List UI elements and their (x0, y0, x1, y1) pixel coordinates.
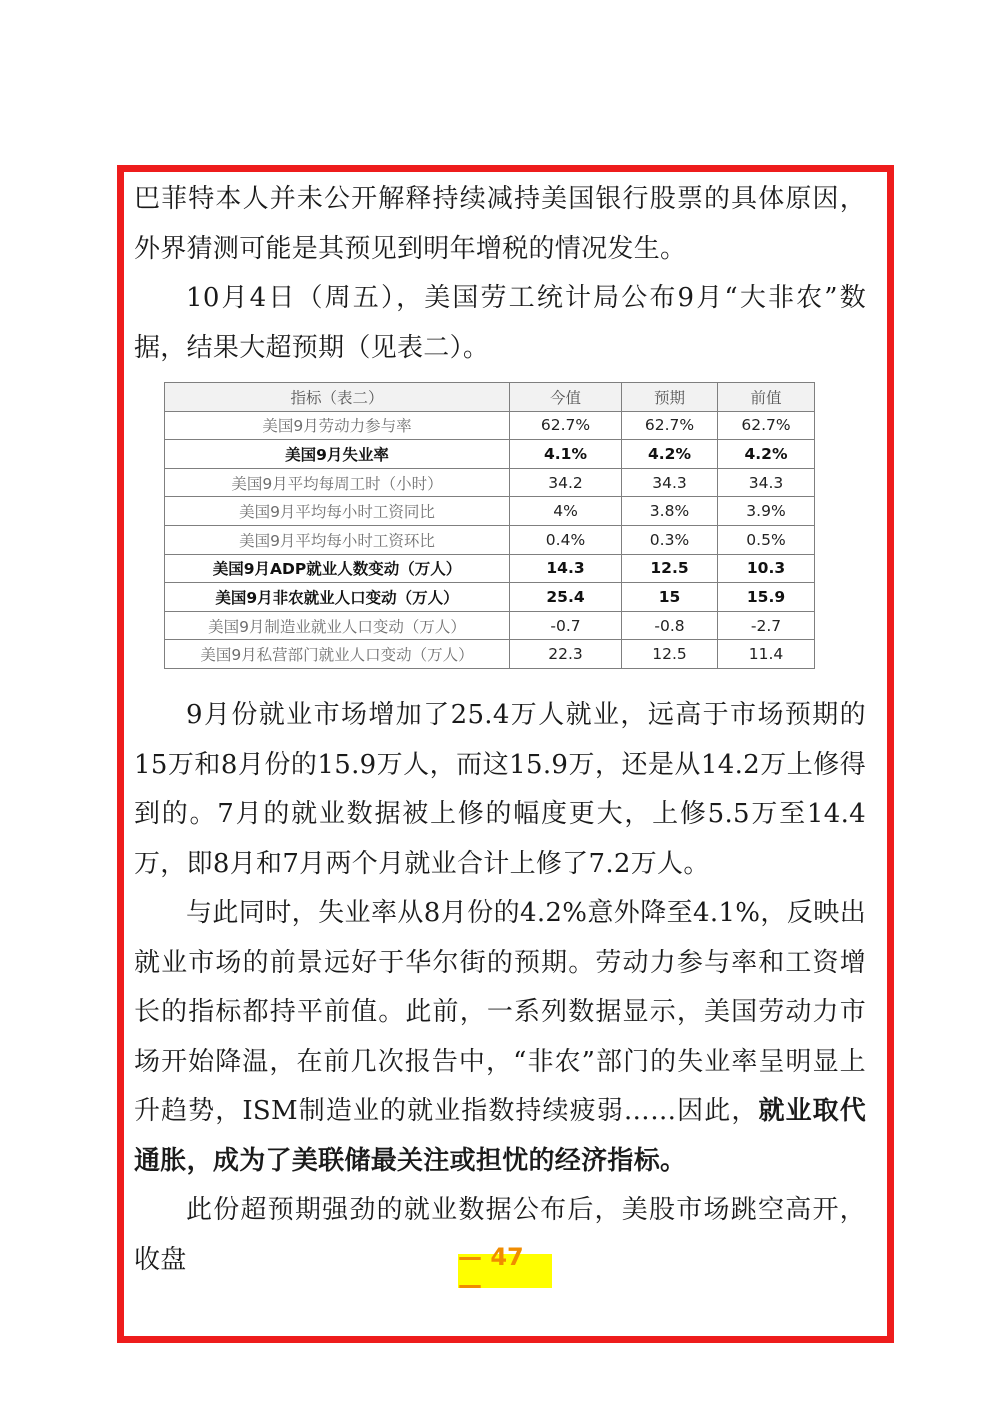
row-label: 美国9月制造业就业人口变动（万人） (165, 611, 510, 640)
paragraph-3: 9月份就业市场增加了25.4万人就业，远高于市场预期的15万和8月份的15.9万人，而这15.9万，还是从14.2万上修得到的。7月的就业数据被上修的幅度更大，上修5.5万至14.4万，即8月和7月两个月就业合计上修了7.2万人。 (134, 700, 866, 879)
paragraph-4 (134, 889, 866, 1186)
row-previous: 0.5% (718, 525, 815, 554)
row-label: 美国9月平均每周工时（小时） (165, 468, 510, 497)
row-previous: 15.9 (718, 583, 815, 612)
table-row (165, 611, 815, 640)
paragraph-4-emphasis: 就业取代通胀，成为了美联储最关注或担忧的经济指标。 (134, 1096, 866, 1176)
table-header-row (165, 383, 815, 412)
row-current: 22.3 (510, 640, 622, 669)
article-body (134, 175, 866, 1285)
paragraph-5: 此份超预期强劲的就业数据公布后，美股市场跳空高开，收盘 (134, 1195, 866, 1275)
employment-data-table (164, 382, 815, 669)
table-row (165, 497, 815, 526)
table-row (165, 440, 815, 469)
row-current: 4.1% (510, 440, 622, 469)
row-label: 美国9月ADP就业人数变动（万人） (165, 554, 510, 583)
row-current: 0.4% (510, 525, 622, 554)
row-label: 美国9月失业率 (165, 440, 510, 469)
row-previous: 10.3 (718, 554, 815, 583)
row-forecast: 62.7% (622, 411, 718, 440)
row-forecast: 34.3 (622, 468, 718, 497)
table-row (165, 554, 815, 583)
paragraph-1: 巴菲特本人并未公开解释持续减持美国银行股票的具体原因，外界猜测可能是其预见到明年增税的情况发生。 (134, 184, 866, 264)
row-previous: 3.9% (718, 497, 815, 526)
row-forecast: 0.3% (622, 525, 718, 554)
row-current: -0.7 (510, 611, 622, 640)
paragraph-2: 10月4日（周五），美国劳工统计局公布9月“大非农”数据，结果大超预期（见表二）。 (134, 283, 866, 363)
row-forecast: -0.8 (622, 611, 718, 640)
paragraph-4-text: 与此同时，失业率从8月份的4.2%意外降至4.1%，反映出就业市场的前景远好于华尔街的预期。劳动力参与率和工资增长的指标都持平前值。此前，一系列数据显示，美国劳动力市场开始降温，在前几次报告中，“非农”部门的失业率呈明显上升趋势，ISM制造业的就业指数持续疲弱……因此， (134, 898, 866, 1126)
row-label: 美国9月平均每小时工资环比 (165, 525, 510, 554)
row-label: 美国9月非农就业人口变动（万人） (165, 583, 510, 612)
row-current: 25.4 (510, 583, 622, 612)
row-current: 4% (510, 497, 622, 526)
row-previous: -2.7 (718, 611, 815, 640)
row-forecast: 12.5 (622, 554, 718, 583)
page-number: — 47 — (458, 1254, 552, 1288)
row-forecast: 15 (622, 583, 718, 612)
table-row (165, 583, 815, 612)
row-forecast: 4.2% (622, 440, 718, 469)
row-current: 62.7% (510, 411, 622, 440)
table-row (165, 411, 815, 440)
header-current: 今值 (510, 383, 622, 412)
row-previous: 62.7% (718, 411, 815, 440)
header-previous: 前值 (718, 383, 815, 412)
row-label: 美国9月私营部门就业人口变动（万人） (165, 640, 510, 669)
row-previous: 34.3 (718, 468, 815, 497)
row-forecast: 3.8% (622, 497, 718, 526)
table-row (165, 525, 815, 554)
row-previous: 4.2% (718, 440, 815, 469)
table-row (165, 640, 815, 669)
row-previous: 11.4 (718, 640, 815, 669)
row-current: 14.3 (510, 554, 622, 583)
header-indicator: 指标（表二） (165, 383, 510, 412)
header-forecast: 预期 (622, 383, 718, 412)
row-label: 美国9月平均每小时工资同比 (165, 497, 510, 526)
row-forecast: 12.5 (622, 640, 718, 669)
row-label: 美国9月劳动力参与率 (165, 411, 510, 440)
row-current: 34.2 (510, 468, 622, 497)
table-row (165, 468, 815, 497)
